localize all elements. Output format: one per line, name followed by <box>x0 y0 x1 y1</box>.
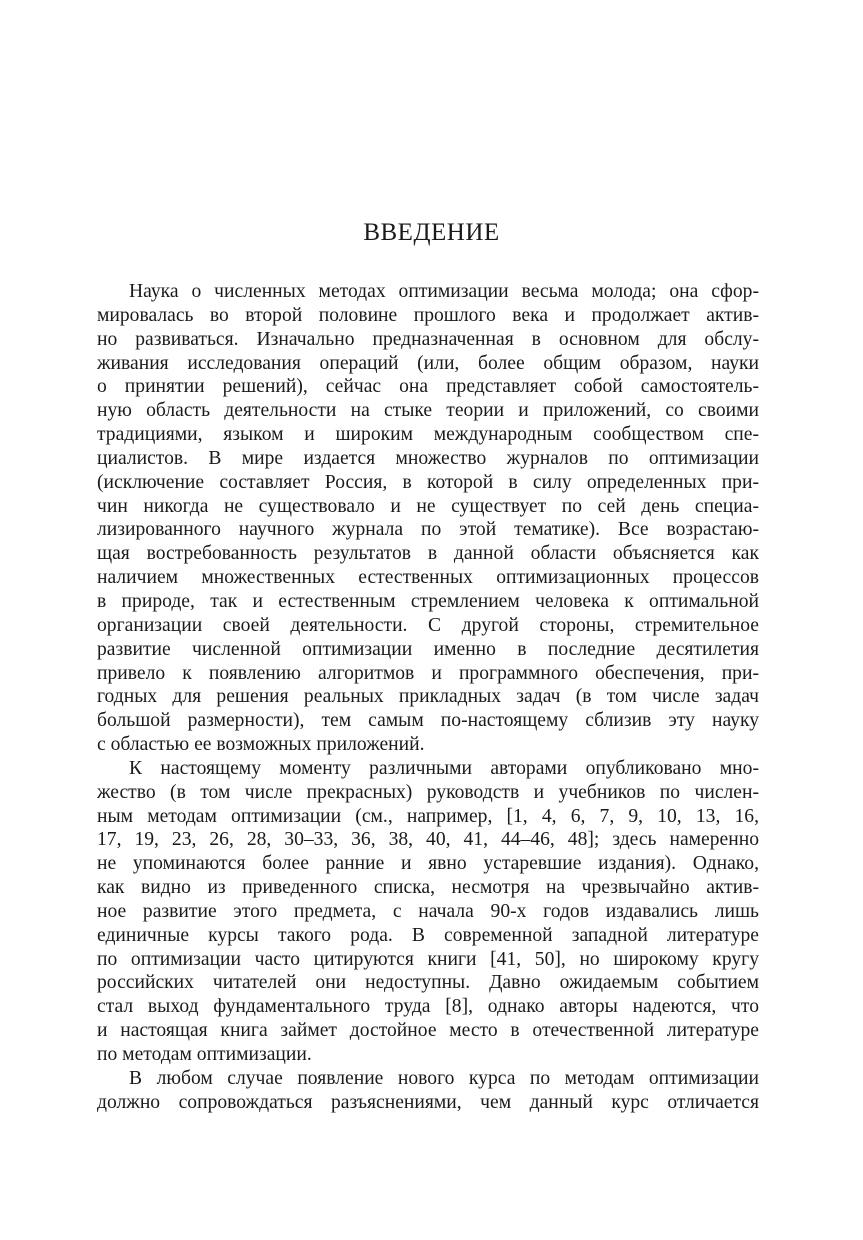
text-line: большой размерности), тем самым по-настоящему сблизив эту науку <box>97 710 759 732</box>
text-line: чин никогда не существовало и не существует по сей день специа- <box>97 495 759 517</box>
text-line: но развиваться. Изначально предназначенная в основном для обслу- <box>97 328 759 350</box>
text-line: щая востребованность результатов в данной области объясняется как <box>97 543 759 565</box>
text-line: по методам оптимизации. <box>97 1044 312 1065</box>
text-line: единичные курсы такого рода. В современной западной литературе <box>97 924 759 946</box>
text-line: жество (в том числе прекрасных) руководств и учебников по числен- <box>97 781 759 803</box>
paragraph <box>97 1067 759 1115</box>
text-line: 17, 19, 23, 26, 28, 30–33, 36, 38, 40, 41, 44–46, 48]; здесь намеренно <box>97 829 759 851</box>
text-line: как видно из приведенного списка, несмотря на чрезвычайно актив- <box>97 877 759 899</box>
text-line: с областью ее возможных приложений. <box>97 734 425 756</box>
text-line: традициями, языком и широким международным сообществом спе- <box>97 424 759 446</box>
paragraph <box>97 757 759 1067</box>
text-line: наличием множественных естественных оптимизационных процессов <box>97 567 759 589</box>
text-line: живания исследования операций (или, более общим образом, науки <box>97 352 759 374</box>
text-line: ную область деятельности на стыке теории и приложений, со своими <box>97 400 759 422</box>
text-line: не упоминаются более ранние и явно устаревшие издания). Однако, <box>97 853 759 875</box>
text-line: Наука о численных методах оптимизации весьма молода; она сфор- <box>129 281 759 302</box>
text-line: ным методам оптимизации (см., например, [1, 4, 6, 7, 9, 10, 13, 16, <box>97 805 759 827</box>
chapter-title: ВВЕДЕНИЕ <box>363 219 500 246</box>
text-line: и настоящая книга займет достойное место в отечественной литературе <box>97 1020 759 1042</box>
text-line: (исключение составляет Россия, в которой в силу определенных при- <box>97 471 759 493</box>
text-line: по оптимизации часто цитируются книги [41, 50], но широкому кругу <box>97 948 759 970</box>
text-line: организации своей деятельности. С другой стороны, стремительное <box>97 614 759 636</box>
text-line: российских читателей они недоступны. Давно ожидаемым событием <box>97 972 759 994</box>
text-line: привело к появлению алгоритмов и программного обеспечения, при- <box>97 662 759 684</box>
chapter-body <box>97 280 759 1115</box>
paragraph <box>97 280 759 757</box>
text-line: циалистов. В мире издается множество журналов по оптимизации <box>97 447 759 469</box>
text-line: ное развитие этого предмета, с начала 90-х годов издавались лишь <box>97 900 759 922</box>
text-line: развитие численной оптимизации именно в последние десятилетия <box>97 638 759 660</box>
text-line: годных для решения реальных прикладных задач (в том числе задач <box>97 686 759 708</box>
text-line: В любом случае появление нового курса по методам оптимизации <box>129 1067 759 1089</box>
text-line: мировалась во второй половине прошлого века и продолжает актив- <box>97 304 759 326</box>
text-line: стал выход фундаментального труда [8], однако авторы надеются, что <box>97 996 759 1018</box>
text-line: К настоящему моменту различными авторами опубликовано мно- <box>129 757 759 779</box>
text-line: должно сопровождаться разъяснениями, чем данный курс отличается <box>97 1091 759 1113</box>
text-line: в природе, так и естественным стремлением человека к оптимальной <box>97 590 759 612</box>
text-line: о принятии решений), сейчас она представляет собой самостоятель- <box>97 376 759 398</box>
text-line: лизированного научного журнала по этой тематике). Все возрастаю- <box>97 519 759 541</box>
